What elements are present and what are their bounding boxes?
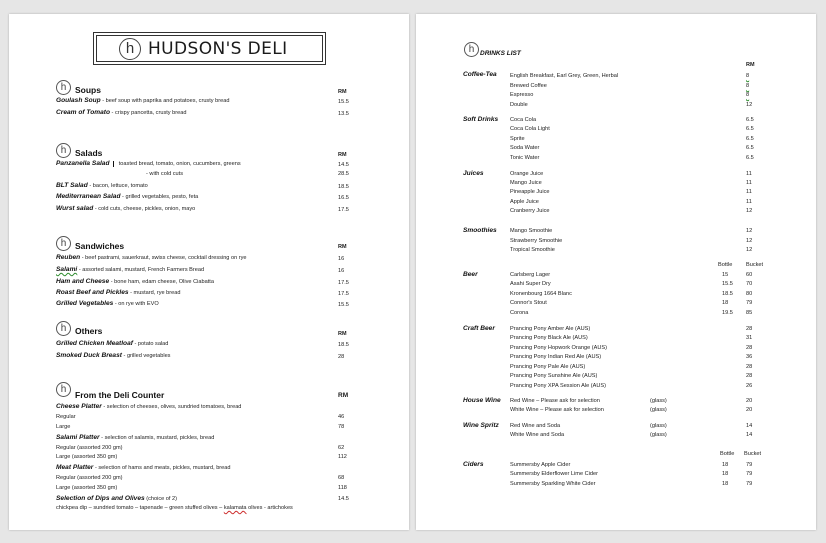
item-price: 16 (338, 256, 345, 262)
section-title-others: Others (75, 326, 103, 336)
item-desc: - on rye with EVO (113, 301, 159, 307)
item-price: 14.5 (338, 496, 349, 502)
drink-category-juices: Juices (463, 170, 484, 177)
drink-price: 11 (746, 189, 752, 195)
drink-unit: (glass) (650, 432, 667, 438)
drink-price: 12 (746, 102, 753, 108)
drink-bucket-price: 79 (746, 462, 753, 468)
price-column-header: RM (338, 331, 347, 337)
item-desc: - mustard, rye bread (128, 290, 181, 296)
drink-name: Prancing Pony Sunshine Ale (AUS) (510, 373, 598, 379)
section-title-salads: Salads (75, 148, 103, 158)
h-bullet-icon: h (56, 80, 71, 95)
item-name: Smoked Duck Breast (56, 352, 122, 359)
item-option: Large (56, 424, 71, 430)
drink-price: 11 (746, 180, 752, 186)
drink-category-wine-spritz: Wine Spritz (463, 422, 499, 429)
drink-category-coffee-tea: Coffee-Tea (463, 71, 497, 78)
drink-unit: (glass) (650, 407, 667, 413)
drink-price: 6.5 (746, 126, 754, 132)
drink-name: Soda Water (510, 145, 540, 151)
drink-name: Summersby Sparkling White Cider (510, 481, 596, 487)
drink-bottle-price: 15.5 (722, 281, 733, 287)
drink-name: Coca Cola (510, 117, 537, 123)
item-option: Large (assorted 350 gm) (56, 454, 118, 460)
drink-name: Prancing Pony Hopwork Orange (AUS) (510, 345, 608, 351)
drink-name: Espresso (510, 92, 534, 98)
h-bullet-icon: h (464, 42, 479, 57)
dips-list-part: kalamata (223, 505, 247, 511)
drink-name: Connor's Stout (510, 300, 547, 306)
section-title-sandwiches: Sandwiches (75, 241, 125, 251)
drink-price: 8 (746, 83, 750, 89)
drink-price: 36 (746, 354, 753, 360)
item-price: 46 (338, 414, 345, 420)
menu-item (56, 434, 214, 441)
item-price: 112 (338, 454, 347, 460)
item-desc: - potato salad (132, 341, 169, 347)
item-price: 68 (338, 475, 345, 481)
drink-price: 31 (746, 335, 753, 341)
drink-name: Red Wine – Please ask for selection (510, 398, 600, 404)
dips-options (56, 505, 293, 511)
drink-price: 28 (746, 373, 753, 379)
drink-price: 28 (746, 326, 753, 332)
menu-item (56, 403, 241, 410)
item-price: 78 (338, 424, 345, 430)
drink-name: White Wine – Please ask for selection (510, 407, 604, 413)
item-desc: - selection of cheeses, olives, sundried tomatoes, bread (101, 404, 242, 410)
menu-item (56, 289, 180, 296)
drink-bucket-price: 80 (746, 291, 753, 297)
item-name: Grilled Chicken Meatloaf (56, 340, 133, 347)
item-name: Salami Platter (56, 434, 100, 441)
item-price: 16 (338, 268, 345, 274)
drink-name: Sprite (510, 136, 525, 142)
price-column-header: RM (338, 392, 349, 399)
price-column-header: RM (338, 152, 347, 158)
item-price: 15.5 (338, 99, 349, 105)
drink-unit: (glass) (650, 423, 667, 429)
menu-item (56, 160, 241, 167)
item-desc: - selection of salamis, mustard, pickles, bread (99, 435, 215, 441)
menu-item (56, 266, 204, 273)
drink-bottle-price: 18 (722, 300, 729, 306)
dips-list-part: olives - artichokes (246, 505, 293, 511)
drink-price: 6.5 (746, 136, 754, 142)
drink-price: 12 (746, 208, 753, 214)
section-title-soups: Soups (75, 85, 101, 95)
item-name: Goulash Soup (56, 97, 101, 104)
drink-category-smoothies: Smoothies (463, 227, 497, 234)
price-column-header: RM (338, 244, 347, 250)
drink-name: English Breakfast, Earl Grey, Green, Herbal (510, 73, 619, 79)
item-name: Mediterranean Salad (56, 193, 121, 200)
menu-item (56, 254, 247, 261)
item-price: 18.5 (338, 342, 349, 348)
drink-category-beer: Beer (463, 271, 478, 278)
item-desc: (choice of 2) (144, 496, 178, 502)
item-price: 16.5 (338, 195, 349, 201)
item-desc: - crispy pancetta, crusty bread (109, 110, 187, 116)
menu-item (56, 278, 214, 285)
item-price: 118 (338, 485, 347, 491)
item-name: Meat Platter (56, 464, 94, 471)
item-name: Roast Beef and Pickles (56, 289, 129, 296)
item-option: Regular (56, 414, 76, 420)
drink-bucket-price: 70 (746, 281, 753, 287)
menu-item (56, 300, 159, 307)
drink-category-house-wine: House Wine (463, 397, 501, 404)
drinks-list-title: DRINKS LIST (480, 50, 521, 57)
drink-price: 20 (746, 398, 753, 404)
bucket-column-header: Bucket (744, 451, 762, 457)
item-desc: - grilled vegetables (121, 353, 171, 359)
item-name: Grilled Vegetables (56, 300, 114, 307)
item-price: 28.5 (338, 171, 349, 177)
item-price: 13.5 (338, 111, 349, 117)
drink-name: Summersby Elderflower Lime Cider (510, 471, 598, 477)
drink-name: Mango Smoothie (510, 228, 553, 234)
item-name: Reuben (56, 254, 81, 261)
drink-price: 6.5 (746, 117, 754, 123)
drink-name: Summersby Apple Cider (510, 462, 571, 468)
bottle-column-header: Bottle (718, 262, 733, 268)
drink-price: 11 (746, 199, 752, 205)
item-price: 17.5 (338, 291, 349, 297)
drink-price: 12 (746, 247, 753, 253)
drink-bottle-price: 19.5 (722, 310, 733, 316)
drink-bottle-price: 18 (722, 471, 729, 477)
drink-bottle-price: 15 (722, 272, 729, 278)
item-desc: - cold cuts, cheese, pickles, onion, mayo (93, 206, 196, 212)
drink-price: 28 (746, 345, 753, 351)
item-desc: - beef soup with paprika and potatoes, crusty bread (100, 98, 230, 104)
item-name: Wurst salad (56, 205, 94, 212)
deli-logo (93, 32, 326, 65)
item-price: 14.5 (338, 162, 349, 168)
drink-price: 8 (746, 92, 750, 98)
bottle-column-header: Bottle (720, 451, 735, 457)
drink-price: 28 (746, 364, 753, 370)
drink-bucket-price: 85 (746, 310, 753, 316)
drink-bucket-price: 60 (746, 272, 753, 278)
bucket-column-header: Bucket (746, 262, 764, 268)
menu-item (56, 352, 170, 359)
price-column-header: RM (338, 89, 347, 95)
drink-price: 20 (746, 407, 753, 413)
item-option: Large (assorted 350 gm) (56, 485, 118, 491)
item-name: Panzanella Salad (56, 160, 110, 167)
price-column-header: RM (746, 62, 755, 68)
item-price: 17.5 (338, 207, 349, 213)
menu-item (56, 464, 231, 471)
logo-title: HUDSON'S DELI (148, 39, 288, 59)
drink-unit: (glass) (650, 398, 667, 404)
dips-list-part: chickpea dip – sundried tomato – tapenade – green stuffed olives – (56, 505, 224, 511)
item-price: 15.5 (338, 302, 349, 308)
item-name: Ham and Cheese (56, 278, 110, 285)
drink-name: Prancing Pony Pale Ale (AUS) (510, 364, 586, 370)
item-price: 62 (338, 445, 345, 451)
menu-item (56, 340, 168, 347)
item-name: BLT Salad (56, 182, 88, 189)
menu-item (56, 97, 229, 104)
item-desc: toasted bread, tomato, onion, cucumbers, greens (113, 161, 240, 167)
item-desc: - assorted salami, mustard, French Farmers Bread (77, 267, 205, 273)
menu-item (56, 495, 177, 502)
drink-name: Strawberry Smoothie (510, 238, 563, 244)
drink-name: Asahi Super Dry (510, 281, 551, 287)
drink-price: 14 (746, 423, 753, 429)
drink-name: Carlsberg Lager (510, 272, 551, 278)
drink-name: Pineapple Juice (510, 189, 550, 195)
item-name: Salami (56, 266, 78, 273)
item-price: 18.5 (338, 184, 349, 190)
drink-name: Tonic Water (510, 155, 540, 161)
item-price: 28 (338, 354, 345, 360)
item-desc: - bacon, lettuce, tomato (87, 183, 148, 189)
drink-bottle-price: 18 (722, 462, 729, 468)
item-desc: - grilled vegetables, pesto, feta (120, 194, 199, 200)
drink-name: Apple Juice (510, 199, 539, 205)
drink-price: 12 (746, 238, 753, 244)
h-bullet-icon: h (56, 143, 71, 158)
drink-name: Orange Juice (510, 171, 544, 177)
drink-price: 8 (746, 73, 750, 79)
menu-item (56, 182, 148, 189)
drink-name: White Wine and Soda (510, 432, 565, 438)
drink-price: 6.5 (746, 155, 754, 161)
drink-name: Kronenbourg 1664 Blanc (510, 291, 572, 297)
drink-category-craft-beer: Craft Beer (463, 325, 495, 332)
drink-price: 6.5 (746, 145, 754, 151)
menu-item (56, 193, 198, 200)
drink-bottle-price: 18 (722, 481, 729, 487)
drink-price: 11 (746, 171, 752, 177)
item-name: Cream of Tomato (56, 109, 110, 116)
drink-name: Prancing Pony Black Ale (AUS) (510, 335, 588, 341)
drink-category-soft-drinks: Soft Drinks (463, 116, 499, 123)
menu-page-food (9, 14, 409, 530)
item-desc: - selection of hams and meats, pickles, mustard, bread (93, 465, 231, 471)
drink-name: Mango Juice (510, 180, 542, 186)
drink-name: Brewed Coffee (510, 83, 547, 89)
drink-bucket-price: 79 (746, 481, 753, 487)
drink-price: 26 (746, 383, 753, 389)
menu-page-drinks (416, 14, 816, 530)
item-name: Cheese Platter (56, 403, 102, 410)
drink-name: Double (510, 102, 528, 108)
item-name: Selection of Dips and Olives (56, 495, 145, 502)
drink-name: Cranberry Juice (510, 208, 550, 214)
drink-name: Tropical Smoothie (510, 247, 555, 253)
drink-name: Prancing Pony Indian Red Ale (AUS) (510, 354, 602, 360)
drink-price: 14 (746, 432, 753, 438)
drink-bucket-price: 79 (746, 300, 753, 306)
drink-price: 12 (746, 228, 753, 234)
h-bullet-icon: h (56, 382, 71, 397)
item-desc: - beef pastrami, sauerkraut, swiss cheese, cocktail dressing on rye (80, 255, 247, 261)
drink-name: Corona (510, 310, 529, 316)
drink-name: Prancing Pony XPA Session Ale (AUS) (510, 383, 606, 389)
menu-item (56, 205, 195, 212)
h-bullet-icon: h (56, 236, 71, 251)
drink-name: Red Wine and Soda (510, 423, 561, 429)
item-desc: - bone ham, edam cheese, Olive Ciabatta (109, 279, 214, 285)
drink-category-ciders: Ciders (463, 461, 484, 468)
drink-bucket-price: 79 (746, 471, 753, 477)
section-title-deli-counter: From the Deli Counter (75, 390, 165, 400)
item-option: Regular (assorted 200 gm) (56, 475, 123, 481)
menu-item (56, 109, 186, 116)
logo-h-icon: h (119, 38, 141, 60)
drink-name: Prancing Pony Amber Ale (AUS) (510, 326, 591, 332)
drink-bottle-price: 18.5 (722, 291, 733, 297)
item-price: 17.5 (338, 280, 349, 286)
item-option: - with cold cuts (146, 171, 183, 177)
drink-name: Coca Cola Light (510, 126, 550, 132)
item-option: Regular (assorted 200 gm) (56, 445, 123, 451)
h-bullet-icon: h (56, 321, 71, 336)
